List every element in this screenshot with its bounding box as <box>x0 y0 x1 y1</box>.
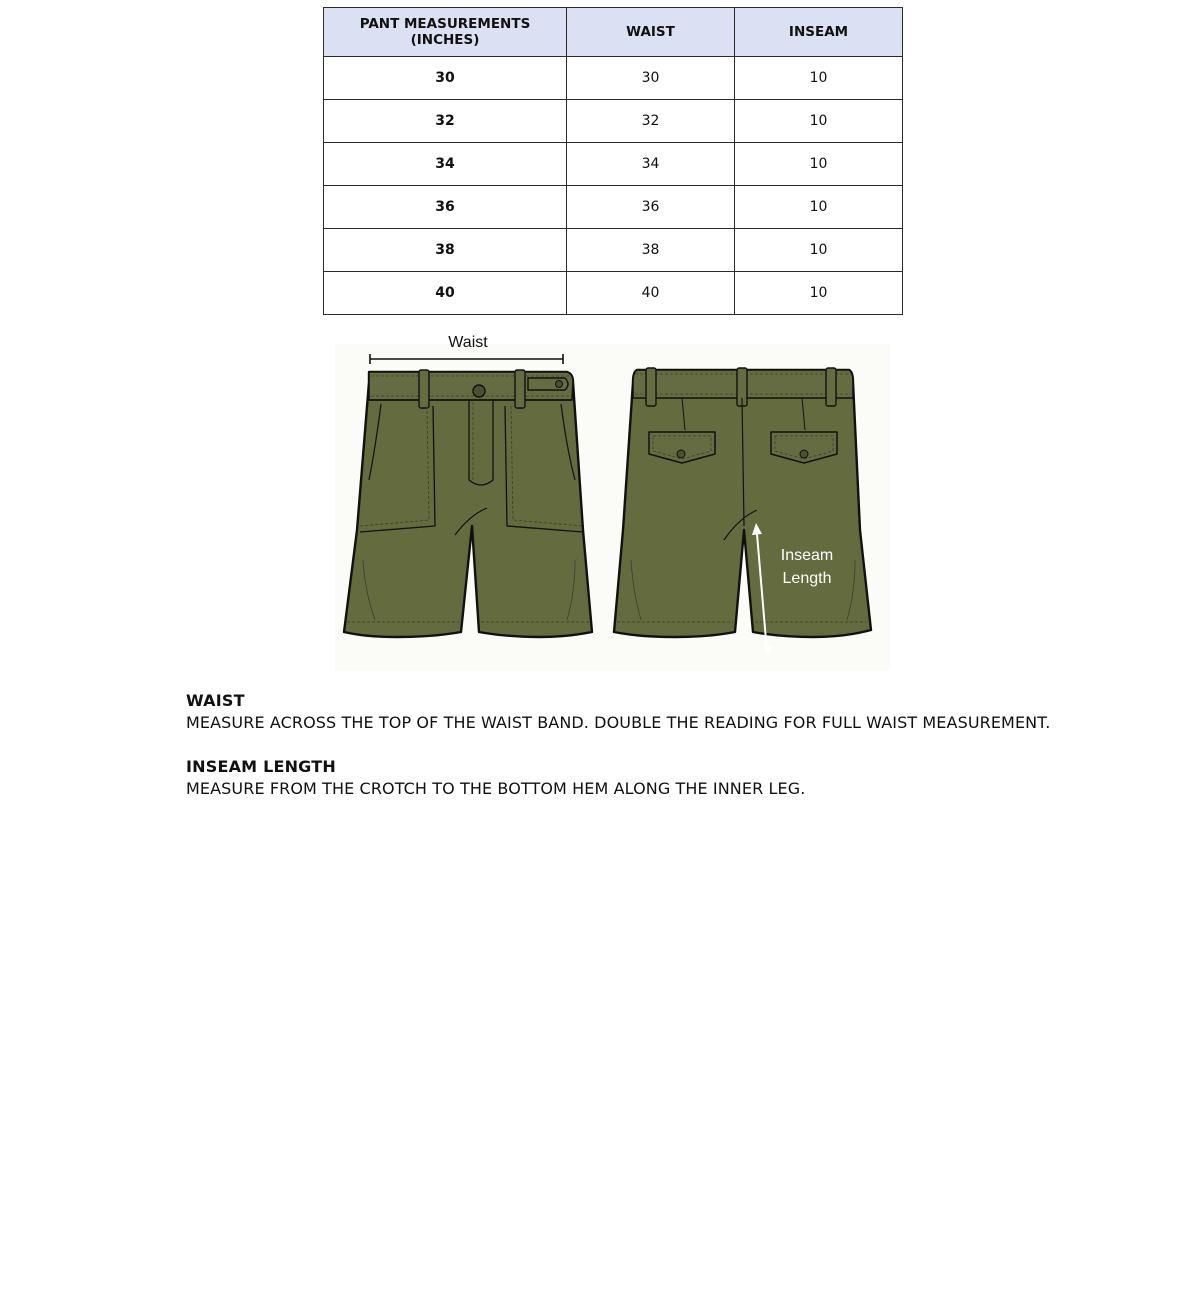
waist-cell: 32 <box>567 100 735 143</box>
header-inseam: INSEAM <box>735 8 903 57</box>
measurement-notes <box>186 690 1186 822</box>
inseam-cell: 10 <box>735 272 903 315</box>
inseam-note-text: MEASURE FROM THE CROTCH TO THE BOTTOM HEM ALONG THE INNER LEG. <box>186 779 806 798</box>
waist-note-text: MEASURE ACROSS THE TOP OF THE WAIST BAND. DOUBLE THE READING FOR FULL WAIST MEASUREMENT. <box>186 713 1051 732</box>
waist-note-title: WAIST <box>186 691 245 710</box>
size-cell: 40 <box>324 272 567 315</box>
table-header-row <box>324 8 903 57</box>
inseam-cell: 10 <box>735 229 903 272</box>
header-waist: WAIST <box>567 8 735 57</box>
size-cell: 36 <box>324 186 567 229</box>
inseam-note-title: INSEAM LENGTH <box>186 757 336 776</box>
table-row <box>324 57 903 100</box>
header-pant-measurements: PANT MEASUREMENTS (INCHES) <box>324 8 567 57</box>
inseam-note <box>186 756 1186 800</box>
waist-cell: 34 <box>567 143 735 186</box>
inseam-cell: 10 <box>735 143 903 186</box>
table-row <box>324 143 903 186</box>
inseam-cell: 10 <box>735 186 903 229</box>
size-chart-table <box>323 7 903 315</box>
inseam-cell: 10 <box>735 57 903 100</box>
size-cell: 34 <box>324 143 567 186</box>
inseam-cell: 10 <box>735 100 903 143</box>
waist-cell: 38 <box>567 229 735 272</box>
table-row <box>324 272 903 315</box>
waist-cell: 30 <box>567 57 735 100</box>
waist-note <box>186 690 1186 734</box>
size-cell: 30 <box>324 57 567 100</box>
inseam-label-line2: Length <box>782 570 832 587</box>
table-row <box>324 186 903 229</box>
table-row <box>324 100 903 143</box>
waist-cell: 40 <box>567 272 735 315</box>
size-cell: 38 <box>324 229 567 272</box>
waist-label: Waist <box>448 334 488 351</box>
size-cell: 32 <box>324 100 567 143</box>
shorts-illustration <box>335 330 890 675</box>
waist-cell: 36 <box>567 186 735 229</box>
table-row <box>324 229 903 272</box>
inseam-label-line1: Inseam <box>780 547 834 564</box>
